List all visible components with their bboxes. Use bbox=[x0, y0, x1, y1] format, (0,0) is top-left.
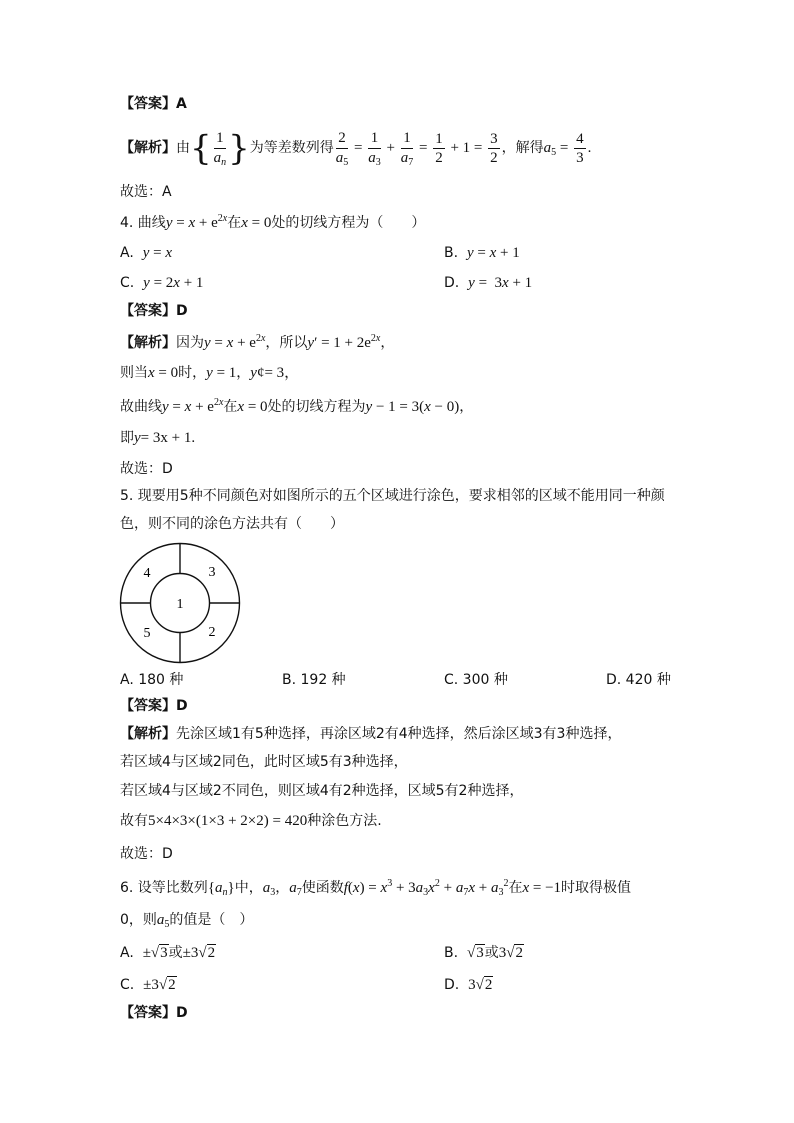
q5-choose-line: 故选：D bbox=[120, 846, 173, 862]
q6-option-c[interactable]: C. ±3√2 bbox=[120, 977, 176, 993]
region-label-4: 4 bbox=[143, 566, 151, 581]
q5-option-c[interactable]: C. 300 种 bbox=[444, 672, 508, 688]
q5-answer-line: 【答案】D bbox=[120, 698, 188, 714]
q5-stem-2: 色，则不同的涂色方法共有（ ） bbox=[120, 516, 344, 532]
q4-answer-value: D bbox=[176, 303, 188, 319]
q5-option-b[interactable]: B. 192 种 bbox=[282, 672, 346, 688]
q4-option-c[interactable]: C. y = 2x + 1 bbox=[120, 275, 204, 291]
q3-result: $a_5$ = $\frac{4}{3}$ . bbox=[543, 130, 592, 167]
q4-analysis-3: 故曲线$y = x + e^{2x}$在x = 0处的切线方程为y − 1 = 3(x − 0)， bbox=[120, 397, 474, 415]
q4-option-b[interactable]: B. y = x + 1 bbox=[444, 245, 520, 261]
q6-answer-line: 【答案】D bbox=[120, 1005, 188, 1021]
q3-answer-line bbox=[120, 97, 187, 111]
q3-equation: $\frac{2}{a_5}$ = $\frac{1}{a_3}$ + $\frac{1}{a_7}$ = $\frac{1}{2}$ + 1 = $\frac{3}{2}$ bbox=[335, 130, 498, 168]
q3-choose-line: 故选：A bbox=[120, 184, 172, 200]
region-label-5: 5 bbox=[143, 626, 151, 641]
q4-analysis-2: 则当x = 0时，y = 1，y¢= 3， bbox=[120, 365, 300, 381]
q4-option-d[interactable]: D. y = 3x + 1 bbox=[444, 275, 533, 291]
region-label-1: 1 bbox=[176, 597, 184, 612]
analysis-label: 【解析】 bbox=[120, 140, 176, 157]
q5-answer-value: D bbox=[176, 698, 188, 714]
q3-seq-brace: { $\frac{1}{a_n}$ } bbox=[190, 128, 250, 169]
q4-option-a[interactable]: A. y = x bbox=[120, 245, 172, 261]
q6-function: $f(x) = x^3 + 3a_3x^2 + a_7x + a_3^2$ bbox=[343, 878, 509, 898]
q4-analysis-1: 【解析】因为$y = x + e^{2x}$，所以$y' = 1 + 2e^{2x}$， bbox=[120, 333, 395, 351]
q6-option-a[interactable]: A. ±√3或±3√2 bbox=[120, 945, 216, 961]
q5-analysis-4: 故有5×4×3×(1×3 + 2×2) = 420种涂色方法. bbox=[120, 813, 382, 829]
q5-stem-1: 5. 现要用5种不同颜色对如图所示的五个区域进行涂色，要求相邻的区域不能用同一种颜 bbox=[120, 488, 665, 504]
q4-choose-line: 故选：D bbox=[120, 461, 173, 477]
region-label-2: 2 bbox=[208, 625, 216, 640]
q3-answer-value: A bbox=[176, 96, 187, 112]
q6-option-d[interactable]: D. 3√2 bbox=[444, 977, 493, 993]
q5-analysis-2: 若区域4与区域2同色，此时区域5有3种选择， bbox=[120, 754, 408, 770]
q6-stem-2: 0，则$a_5$的值是（ ） bbox=[120, 912, 254, 930]
q5-option-d[interactable]: D. 420 种 bbox=[606, 672, 671, 688]
q4-stem: 4. 曲线$y = x + e^{2x}$在x = 0处的切线方程为（ ） bbox=[120, 213, 426, 231]
q6-stem-1: 6. 设等比数列$\{a_n\}$中，$a_3$，$a_7$使函数$f(x) = x^3 + 3a_3x^2 + a_7x + a_3^2$在x = −1时取得极值 bbox=[120, 878, 632, 898]
q4-curve: $y = x + e^{2x}$ bbox=[165, 213, 228, 231]
q4-answer-line: 【答案】D bbox=[120, 303, 188, 319]
q4-analysis-4: 即y= 3x + 1. bbox=[120, 430, 196, 446]
answer-label: 【答案】 bbox=[120, 96, 176, 112]
q6-answer-value: D bbox=[176, 1005, 188, 1021]
q5-analysis-1: 【解析】先涂区域1有5种选择，再涂区域2有4种选择，然后涂区域3有3种选择， bbox=[120, 726, 622, 742]
q5-ring-figure bbox=[118, 541, 242, 665]
region-label-3: 3 bbox=[208, 565, 216, 580]
q3-analysis-line: 【解析】由{ $\frac{1}{a_n}$ }为等差数列得 $\frac{2}{a_5}$ = $\frac{1}{a_3}$ + $\frac{1}{a_7}$ = $\frac{1}{2}$ + 1 = $\frac{3}{2}$ ，解得$a_5$ = $\frac{4}{3}$ . bbox=[120, 128, 592, 169]
q5-option-a[interactable]: A. 180 种 bbox=[120, 672, 184, 688]
q6-option-b[interactable]: B. √3或3√2 bbox=[444, 945, 523, 961]
q5-analysis-3: 若区域4与区域2不同色，则区域4有2种选择，区域5有2种选择， bbox=[120, 783, 524, 799]
